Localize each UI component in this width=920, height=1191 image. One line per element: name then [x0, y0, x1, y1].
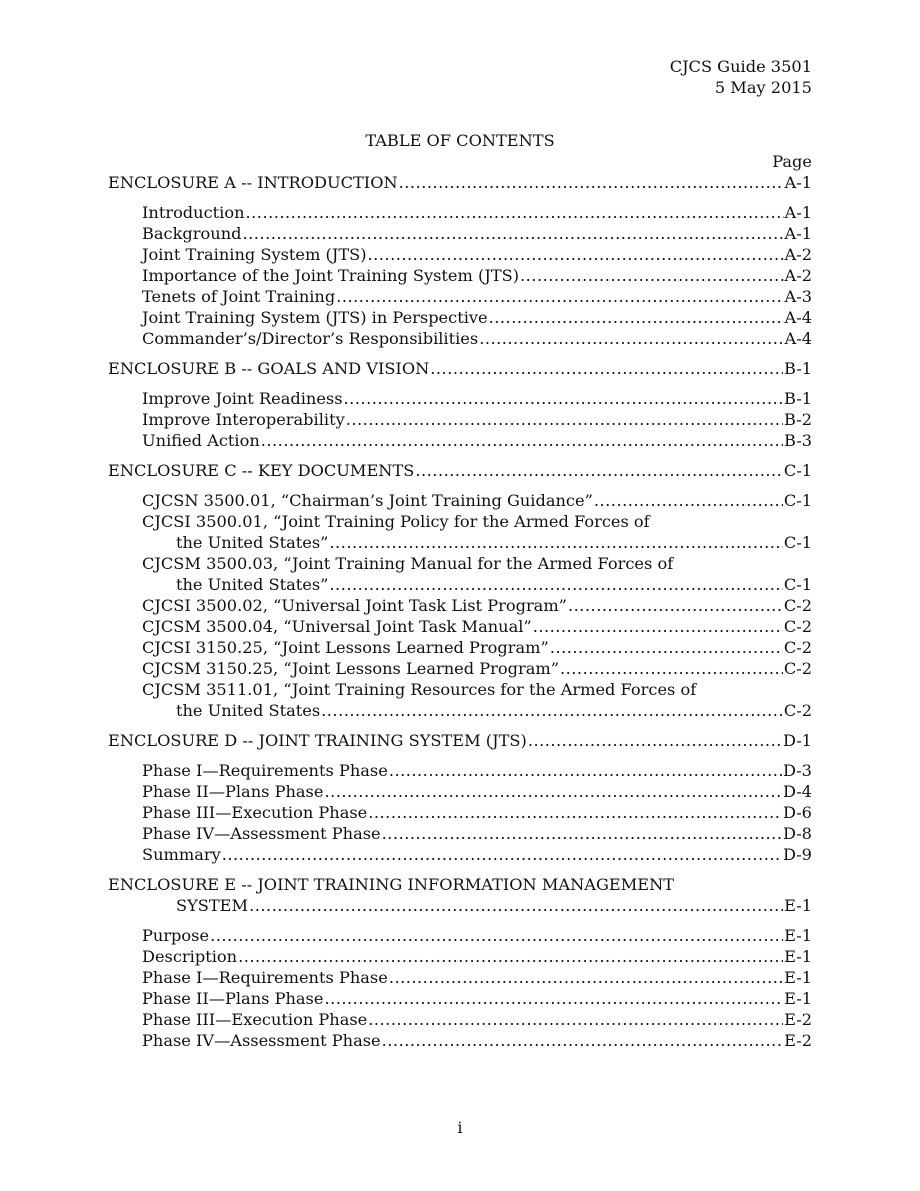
dot-leader [222, 844, 782, 865]
toc-page-number: D-6 [782, 803, 812, 822]
toc-enclosure-row-title-line: ENCLOSURE E -- JOINT TRAINING INFORMATION MANAGEMENT [108, 875, 675, 894]
dot-leader [344, 388, 784, 409]
toc-entry-title: Joint Training System (JTS) in Perspective [142, 308, 488, 327]
dot-leader [528, 730, 782, 751]
page-column-label: Page [772, 152, 812, 171]
dot-leader [382, 823, 782, 844]
toc-entry-title: Description [142, 947, 238, 966]
toc-entry-title: Improve Joint Readiness [142, 389, 343, 408]
spacer [108, 751, 812, 760]
dot-leader [329, 574, 782, 595]
dot-leader [261, 430, 783, 451]
dot-leader [594, 490, 783, 511]
toc-item-row[interactable] [108, 946, 812, 967]
toc-entry-title: ENCLOSURE C -- KEY DOCUMENTS [108, 461, 415, 480]
toc-item-row[interactable] [108, 781, 812, 802]
toc-item-row[interactable] [108, 802, 812, 823]
dot-leader [520, 265, 784, 286]
toc-item-row[interactable] [108, 574, 812, 595]
toc-page-number: A-4 [784, 329, 812, 348]
toc-entry-title: Phase I—Requirements Phase [142, 761, 388, 780]
toc-item-row[interactable] [108, 658, 812, 679]
page-title: TABLE OF CONTENTS [365, 131, 555, 150]
toc-item-row[interactable] [108, 244, 812, 265]
toc-page-number: C-1 [783, 461, 812, 480]
toc-entry-title: Unified Action [142, 431, 260, 450]
toc-item-row[interactable] [108, 844, 812, 865]
toc-page-number: A-4 [784, 308, 812, 327]
toc-item-row[interactable] [108, 988, 812, 1009]
toc-entry-title: Tenets of Joint Training [142, 287, 336, 306]
toc-entry-title: Commander’s/Director’s Responsibilities [142, 329, 479, 348]
toc-page-number: E-2 [784, 1010, 812, 1029]
dot-leader [210, 925, 783, 946]
toc-page-number: C-2 [783, 596, 812, 615]
toc-page-number: A-2 [784, 245, 812, 264]
toc-item-row-title-line: CJCSI 3500.01, “Joint Training Policy for the Armed Forces of [142, 512, 650, 531]
spacer [108, 916, 812, 925]
toc-page-number: E-1 [784, 989, 812, 1008]
toc-entry-title: Importance of the Joint Training System (JTS) [142, 266, 520, 285]
toc-item-row[interactable] [108, 430, 812, 451]
toc-page-number: A-1 [784, 224, 812, 243]
toc-item-row[interactable] [108, 490, 812, 511]
dot-leader [560, 658, 783, 679]
toc-page-number: D-8 [782, 824, 812, 843]
document-header [670, 56, 812, 98]
dot-leader [533, 616, 783, 637]
toc-page-number: E-1 [784, 968, 812, 987]
toc-page-number: B-1 [784, 389, 812, 408]
toc-item-row[interactable] [108, 1009, 812, 1030]
toc-enclosure-row[interactable] [108, 172, 812, 193]
dot-leader [489, 307, 784, 328]
toc-page-number: C-2 [783, 701, 812, 720]
toc-item-row[interactable] [108, 1030, 812, 1051]
toc-page-number: A-2 [784, 266, 812, 285]
toc-item-row[interactable] [108, 595, 812, 616]
dot-leader [550, 637, 783, 658]
dot-leader [238, 946, 783, 967]
dot-leader [399, 172, 784, 193]
toc-entry-title: Phase IV—Assessment Phase [142, 1031, 381, 1050]
toc-item-row[interactable] [108, 223, 812, 244]
toc-item-row[interactable] [108, 307, 812, 328]
toc-page-number: A-1 [784, 203, 812, 222]
toc-page-number: C-2 [783, 659, 812, 678]
dot-leader [329, 532, 782, 553]
dot-leader [368, 1009, 783, 1030]
toc-page-number: B-3 [784, 431, 812, 450]
toc-entry-title: the United States” [176, 533, 329, 552]
dot-leader [389, 967, 783, 988]
toc-enclosure-row[interactable] [108, 460, 812, 481]
toc-entry-title: CJCSM 3150.25, “Joint Lessons Learned Program” [142, 659, 559, 678]
dot-leader [324, 988, 783, 1009]
spacer [108, 349, 812, 358]
spacer [108, 481, 812, 490]
toc-page-number: C-2 [783, 617, 812, 636]
dot-leader [389, 760, 782, 781]
toc-entry-title: CJCSI 3500.02, “Universal Joint Task List Program” [142, 596, 567, 615]
toc-page-number: D-9 [782, 845, 812, 864]
toc-page-number: E-2 [784, 1031, 812, 1050]
toc-entry-title: ENCLOSURE D -- JOINT TRAINING SYSTEM (JTS) [108, 731, 527, 750]
toc-item-row[interactable] [108, 967, 812, 988]
dot-leader [430, 358, 783, 379]
toc-entry-title: CJCSN 3500.01, “Chairman’s Joint Training Guidance” [142, 491, 593, 510]
toc-item-row[interactable] [108, 823, 812, 844]
toc-page-number: C-1 [783, 491, 812, 510]
toc-entry-title: the United States” [176, 575, 329, 594]
toc-page-number: B-1 [784, 359, 812, 378]
toc-item-row[interactable] [108, 760, 812, 781]
toc-page-number: C-1 [783, 533, 812, 552]
toc-item-row[interactable] [108, 409, 812, 430]
toc-item-row[interactable] [108, 202, 812, 223]
toc-entry-title: Background [142, 224, 242, 243]
dot-leader [346, 409, 783, 430]
toc-page-number: A-3 [784, 287, 812, 306]
spacer [108, 451, 812, 460]
toc-item-row[interactable] [108, 286, 812, 307]
toc-page-number: E-1 [784, 947, 812, 966]
toc-item-row[interactable] [108, 328, 812, 349]
toc-entry-title: Phase I—Requirements Phase [142, 968, 388, 987]
spacer [108, 193, 812, 202]
toc-entry-title: ENCLOSURE B -- GOALS AND VISION [108, 359, 430, 378]
toc-item-row[interactable] [108, 637, 812, 658]
table-of-contents [108, 172, 812, 1051]
toc-entry-title: SYSTEM [176, 896, 249, 915]
dot-leader [368, 802, 782, 823]
dot-leader [479, 328, 783, 349]
toc-entry-title: Phase III—Execution Phase [142, 1010, 368, 1029]
spacer [108, 721, 812, 730]
toc-page-number: A-1 [784, 173, 812, 192]
dot-leader [382, 1030, 783, 1051]
toc-entry-title: Phase III—Execution Phase [142, 803, 368, 822]
toc-item-row[interactable] [108, 925, 812, 946]
toc-page-number: D-4 [782, 782, 812, 801]
toc-entry-title: Phase II—Plans Phase [142, 989, 324, 1008]
toc-entry-title: ENCLOSURE A -- INTRODUCTION [108, 173, 398, 192]
toc-page-number: C-1 [783, 575, 812, 594]
toc-page-number: E-1 [784, 896, 812, 915]
toc-entry-title: CJCSI 3150.25, “Joint Lessons Learned Program” [142, 638, 549, 657]
toc-entry-title: the United States [176, 701, 321, 720]
toc-page-number: C-2 [783, 638, 812, 657]
spacer [108, 865, 812, 874]
toc-entry-title: Phase IV—Assessment Phase [142, 824, 381, 843]
toc-entry-title: CJCSM 3500.04, “Universal Joint Task Manual” [142, 617, 532, 636]
toc-item-row[interactable] [108, 265, 812, 286]
dot-leader [336, 286, 783, 307]
toc-enclosure-row[interactable] [108, 358, 812, 379]
toc-page-number: B-2 [784, 410, 812, 429]
toc-entry-title: Phase II—Plans Phase [142, 782, 324, 801]
toc-enclosure-row[interactable] [108, 895, 812, 916]
dot-leader [324, 781, 782, 802]
toc-entry-title: Introduction [142, 203, 245, 222]
toc-entry-title: Summary [142, 845, 221, 864]
toc-item-row[interactable] [108, 532, 812, 553]
dot-leader [568, 595, 783, 616]
dot-leader [246, 202, 784, 223]
dot-leader [249, 895, 783, 916]
toc-entry-title: Joint Training System (JTS) [142, 245, 367, 264]
dot-leader [368, 244, 784, 265]
toc-item-row-title-line: CJCSM 3500.03, “Joint Training Manual for the Armed Forces of [142, 554, 674, 573]
toc-item-row[interactable] [108, 700, 812, 721]
toc-entry-title: Improve Interoperability [142, 410, 345, 429]
toc-entry-title: Purpose [142, 926, 210, 945]
toc-page-number: D-1 [782, 731, 812, 750]
toc-item-row-title-line: CJCSM 3511.01, “Joint Training Resources for the Armed Forces of [142, 680, 697, 699]
dot-leader [242, 223, 783, 244]
toc-item-row[interactable] [108, 388, 812, 409]
toc-page-number: E-1 [784, 926, 812, 945]
dot-leader [321, 700, 783, 721]
toc-item-row[interactable] [108, 616, 812, 637]
toc-page-number: D-3 [782, 761, 812, 780]
toc-enclosure-row[interactable] [108, 730, 812, 751]
dot-leader [415, 460, 782, 481]
document-id: CJCS Guide 3501 [669, 57, 812, 76]
spacer [108, 379, 812, 388]
page-number: i [457, 1118, 463, 1137]
document-date: 5 May 2015 [714, 78, 812, 97]
